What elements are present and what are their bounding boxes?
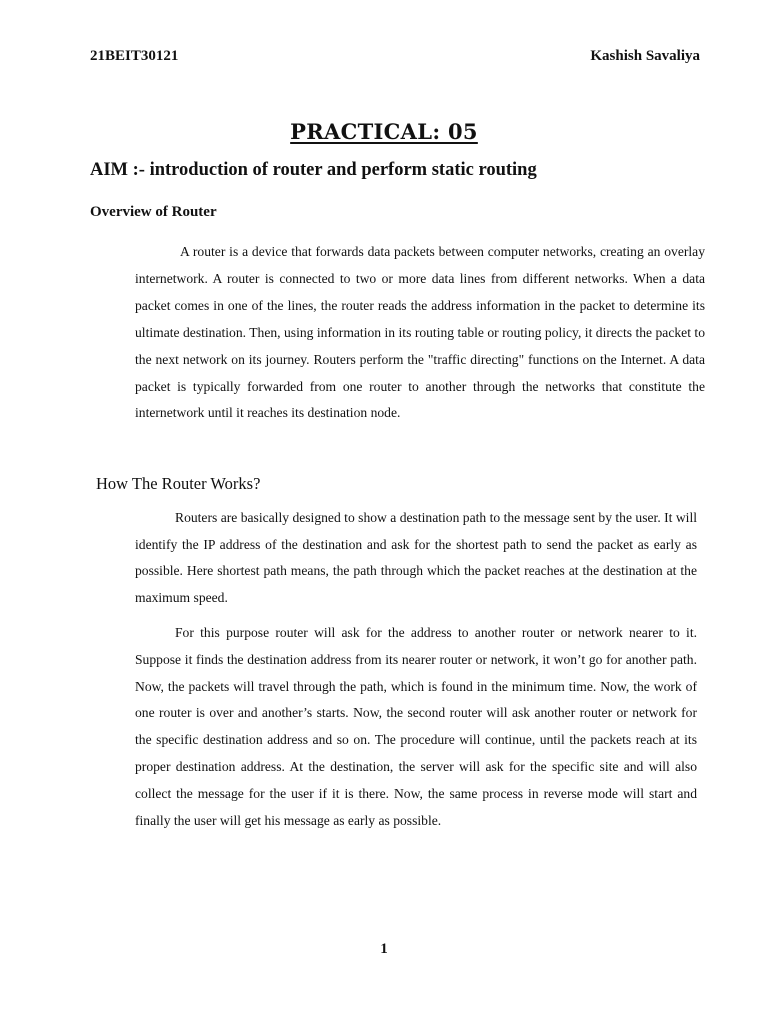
how-router-works-heading: How The Router Works? bbox=[96, 474, 261, 493]
how-paragraph-1-text: Routers are basically designed to show a destination path to the message sent by the user. It will identify the IP address of the destination and ask for the shortest path to send the packet as early as possible. Here shortest path means, the path through which the packet reaches at the destination at the maximum speed. bbox=[135, 510, 697, 605]
overview-heading: Overview of Router bbox=[90, 204, 217, 220]
how-paragraph-2-text: For this purpose router will ask for the address to another router or network nearer to it. Suppose it finds the destination address from its nearer router or network, it won’t go for another path. Now, the packets will travel through the path, which is found in the minimum time. Now, the work of one router is over and another’s starts. Now, the second router will ask another router or network for the specific destination address and so on. The procedure will continue, until the packets reach at its proper destination address. At the destination, the server will ask for the specific site and will also collect the message for the user if it is there. Now, the same process in reverse mode will start and finally the user will get his message as early as possible. bbox=[135, 625, 697, 828]
header-student-name: Kashish Savaliya bbox=[590, 48, 700, 64]
how-paragraph-2 bbox=[135, 620, 697, 834]
header-student-id: 21BEIT30121 bbox=[90, 48, 179, 64]
practical-title: PRACTICAL: 05 bbox=[290, 119, 478, 144]
page-number: 1 bbox=[380, 941, 388, 957]
overview-paragraph bbox=[135, 239, 705, 427]
how-paragraph-1 bbox=[135, 505, 697, 611]
aim-heading: AIM :- introduction of router and perform static routing bbox=[90, 160, 537, 180]
overview-paragraph-text: A router is a device that forwards data packets between computer networks, creating an overlay internetwork. A router is connected to two or more data lines from different networks. When a data packet comes in one of the lines, the router reads the address information in the packet to determine its ultimate destination. Then, using information in its routing table or routing policy, it directs the packet to the next network on its journey. Routers perform the "traffic directing" functions on the Internet. A data packet is typically forwarded from one router to another through the networks that constitute the internetwork until it reaches its destination node. bbox=[135, 244, 705, 421]
